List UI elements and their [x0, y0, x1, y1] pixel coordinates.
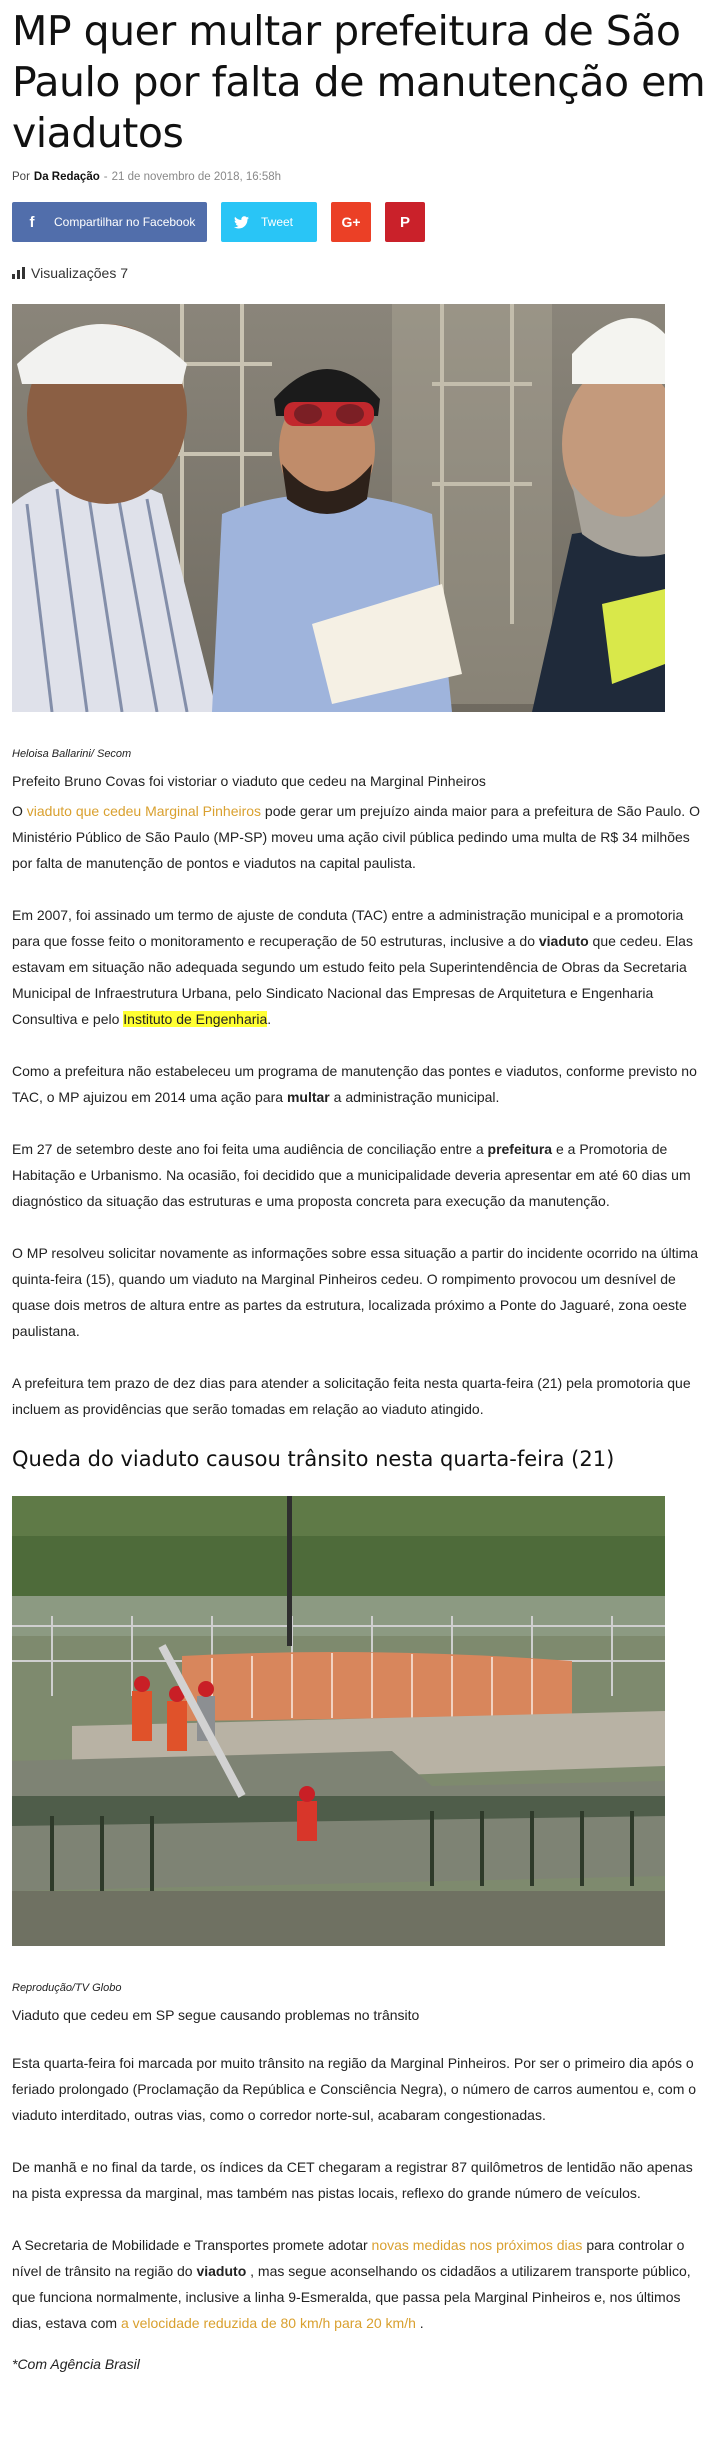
share-twitter-button[interactable] [221, 202, 317, 242]
article-signature: *Com Agência Brasil [12, 2356, 140, 2372]
article-meta [12, 169, 706, 185]
pinterest-icon: P [399, 213, 410, 231]
share-gplus-button[interactable] [331, 202, 371, 242]
inspection-photo-image [12, 304, 665, 712]
bar-chart-icon [12, 267, 25, 279]
publish-date: 21 de novembro de 2018, 16:58h [111, 171, 282, 183]
paragraph-7: Esta quarta-feira foi marcada por muito trânsito na região da Marginal Pinheiros. Por ser o primeiro dia após o feriado prolongado (Proclamação da República e Consciência Negra), o número de carros aumentou e, com o viaduto interditado, outras vias, como o corredor norte-sul, acabaram congestionadas. [12, 2055, 697, 2123]
highlighted-text: Instituto de Engenharia [123, 1011, 268, 1027]
paragraph-4: Em 27 de setembro deste ano foi feita uma audiência de conciliação entre a prefeitura e a Promotoria de Habitação e Urbanismo. Na ocasião, foi decidido que a municipalidade deveria apresentar em até 60 dias um diagnóstico da situação das estruturas e uma proposta concreta para execução da manutenção. [12, 1141, 691, 1209]
photo-credit-2: Reprodução/TV Globo [12, 1982, 122, 1994]
new-measures-link[interactable]: novas medidas nos próximos dias [371, 2237, 583, 2253]
section-heading: Queda do viaduto causou trânsito nesta quarta-feira (21) [12, 1447, 615, 1471]
paragraph-2: Em 2007, foi assinado um termo de ajuste de conduta (TAC) entre a administração municipal e a promotoria para que fosse feito o monitoramento e recuperação de 50 estruturas, inclusive a do viaduto que cedeu. Elas estavam em situação não adequada segundo um estudo feito pela Superintendência de Obras da Secretaria Municipal de Infraestrutura Urbana, pelo Sindicato Nacional das Empresas de Arquitetura e Engenharia Consultiva e pelo Instituto de Engenharia. [12, 907, 693, 1027]
share-bar [12, 202, 706, 242]
meta-separator: - [103, 171, 108, 183]
article-body-2 [12, 2050, 706, 2336]
view-count [12, 264, 706, 282]
paragraph-8: De manhã e no final da tarde, os índices da CET chegaram a registrar 87 quilômetros de lentidão não apenas na pista expressa da marginal, mas também nas pistas locais, reflexo do grande número de veículos. [12, 2159, 693, 2201]
facebook-icon: f [29, 213, 35, 231]
article-photo-inspection [12, 304, 665, 712]
author-link[interactable]: Da Redação [33, 171, 100, 183]
view-count-text: Visualizações 7 [31, 265, 129, 281]
article-title: MP quer multar prefeitura de São Paulo por falta de manutenção em viadutos [12, 7, 706, 157]
article-photo-viaduct [12, 1496, 665, 1946]
viaduct-link[interactable]: viaduto que cedeu Marginal Pinheiros [26, 803, 262, 819]
reduced-speed-link[interactable]: a velocidade reduzida de 80 km/h para 20 km/h [120, 2315, 416, 2331]
paragraph-1: O viaduto que cedeu Marginal Pinheiros pode gerar um prejuízo ainda maior para a prefeitura de São Paulo. O Ministério Público de São Paulo (MP-SP) moveu uma ação civil pública pedindo uma multa de R$ 34 milhões por falta de manutenção de pontos e viadutos na capital paulista. [12, 803, 700, 871]
share-facebook-button[interactable] [12, 202, 207, 242]
paragraph-9: A Secretaria de Mobilidade e Transportes promete adotar novas medidas nos próximos dias para controlar o nível de trânsito na região do viaduto , mas segue aconselhando os cidadãos a utilizarem transporte público, que funciona normalmente, inclusive a linha 9-Esmeralda, que passa pela Marginal Pinheiros e, nos últimos dias, estava com a velocidade reduzida de 80 km/h para 20 km/h . [12, 2237, 691, 2331]
photo-caption: Prefeito Bruno Covas foi vistoriar o viaduto que cedeu na Marginal Pinheiros [12, 773, 486, 789]
share-twitter-label: Tweet [261, 215, 294, 229]
paragraph-5: O MP resolveu solicitar novamente as informações sobre essa situação a partir do incidente ocorrido na última quinta-feira (15), quando um viaduto na Marginal Pinheiros cedeu. O rompimento provocou um desnível de quase dois metros de altura entre as partes da estrutura, localizada próximo a Ponte do Jaguaré, zona oeste paulistana. [12, 1245, 699, 1339]
paragraph-3: Como a prefeitura não estabeleceu um programa de manutenção das pontes e viadutos, conforme previsto no TAC, o MP ajuizou em 2014 uma ação para multar a administração municipal. [12, 1063, 697, 1105]
article-body [12, 798, 706, 1422]
share-pinterest-button[interactable] [385, 202, 425, 242]
photo-credit: Heloisa Ballarini/ Secom [12, 748, 132, 760]
paragraph-6: A prefeitura tem prazo de dez dias para atender a solicitação feita nesta quarta-feira (21) pela promotoria que incluem as providências que serão tomadas em relação ao viaduto atingido. [12, 1375, 691, 1417]
gplus-icon: G+ [341, 214, 361, 230]
twitter-icon [221, 216, 261, 229]
meta-by: Por [12, 171, 30, 183]
viaduct-photo-image [12, 1496, 665, 1946]
share-facebook-label: Compartilhar no Facebook [54, 215, 196, 229]
photo-caption-2: Viaduto que cedeu em SP segue causando problemas no trânsito [12, 2007, 420, 2023]
